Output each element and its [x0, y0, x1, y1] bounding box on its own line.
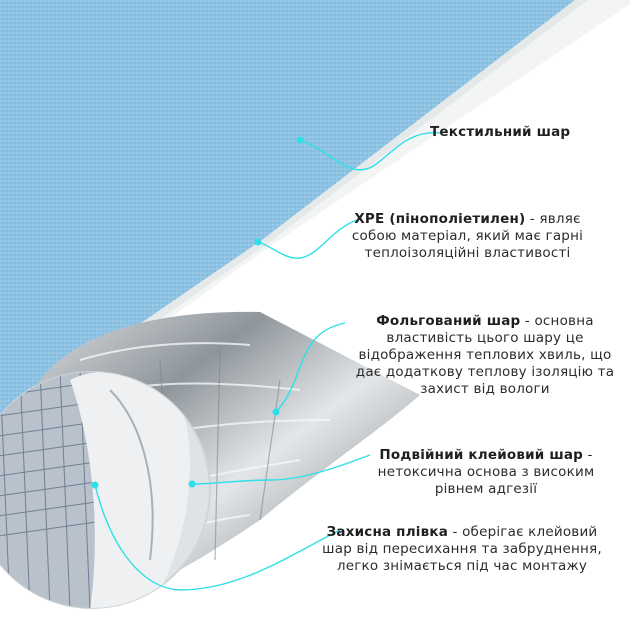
- caption-xpe-text: - являє собою матеріал, який має гарні теплоізоляційні властивості: [351, 211, 584, 261]
- caption-xpe: [350, 211, 585, 262]
- caption-foil-title: Фольгований шар: [376, 313, 521, 329]
- caption-adhesive-title: Подвійний клейовий шар: [379, 447, 584, 463]
- caption-foil: [350, 313, 620, 398]
- caption-textile-title: Текстильний шар: [430, 124, 571, 140]
- caption-foil-text: - основна властивість цього шару це відображення теплових хвиль, що дає додаткову теплову ізоляцію та захист від вологи: [355, 313, 615, 397]
- caption-film-text: - оберігає клейовий шар від пересихання та забруднення, легко знімається під час монтажу: [322, 524, 602, 574]
- caption-film: [322, 524, 602, 575]
- caption-textile: [430, 124, 630, 141]
- caption-adhesive-text: - нетоксична основа з високим рівнем адгезії: [377, 447, 595, 497]
- caption-xpe-title: XPE (пінополіетилен): [354, 211, 526, 227]
- caption-film-title: Захисна плівка: [326, 524, 449, 540]
- caption-adhesive: [355, 447, 617, 498]
